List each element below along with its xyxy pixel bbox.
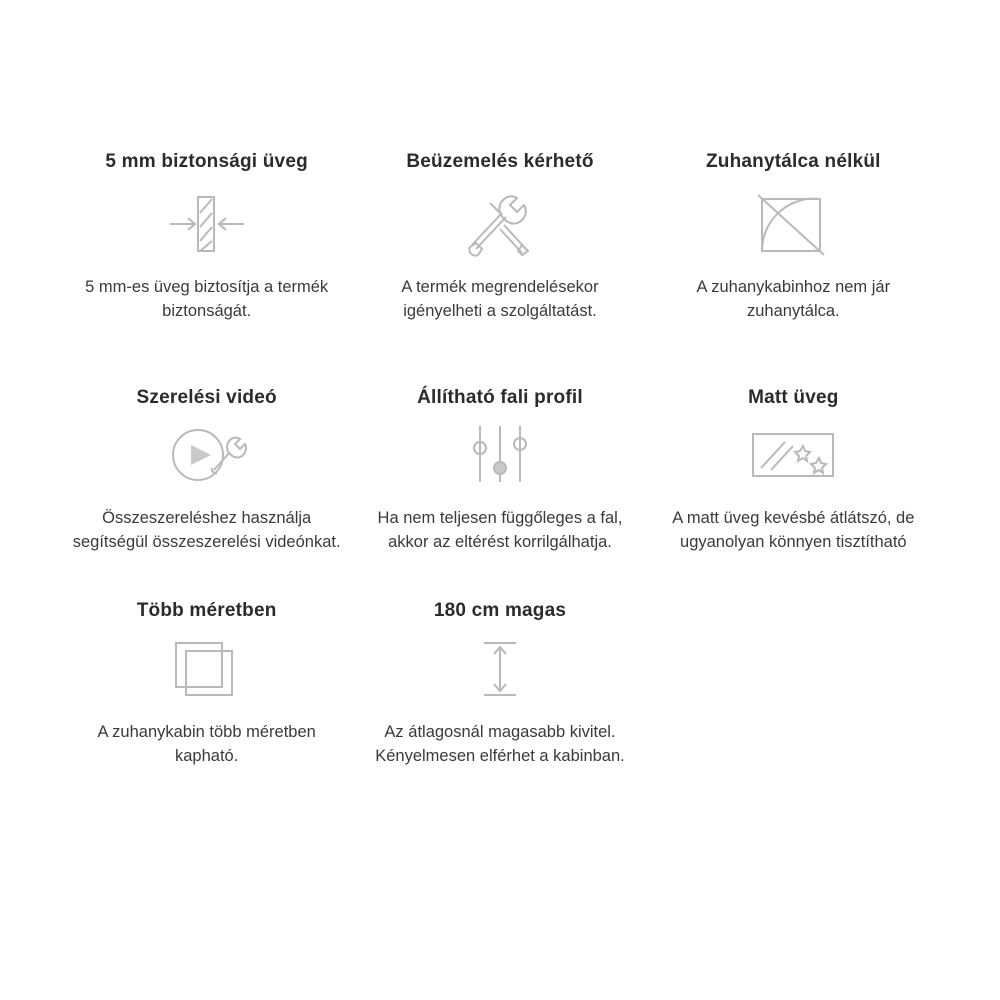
feature-description: Az átlagosnál magasabb kivitel. Kényelmesen elférhet a kabinban.: [375, 722, 625, 765]
feature-card-safety-glass: [60, 150, 353, 324]
feature-card-installation-request: [353, 150, 646, 324]
shower-tray-crossed-icon: [754, 188, 832, 260]
feature-title: Matt üveg: [748, 386, 839, 408]
feature-card-no-shower-tray: [647, 150, 940, 324]
feature-card-multiple-sizes: [60, 599, 353, 769]
feature-row-1: [60, 150, 940, 324]
feature-description: A zuhanykabin több méretben kapható.: [97, 722, 316, 765]
feature-row-2: [60, 386, 940, 556]
vertical-arrow-height-icon: [470, 633, 530, 705]
feature-title: Állítható fali profil: [417, 386, 583, 408]
feature-card-matte-glass: [647, 386, 940, 556]
feature-title: 5 mm biztonsági üveg: [105, 151, 308, 172]
feature-row-3: [60, 599, 940, 769]
feature-description: A zuhanykabinhoz nem jár zuhanytálca.: [696, 277, 891, 320]
glass-thickness-icon: [164, 188, 250, 260]
feature-description: 5 mm-es üveg biztosítja a termék biztonságát.: [85, 277, 329, 320]
feature-card-assembly-video: [60, 386, 353, 556]
feature-card-adjustable-wall-profile: [353, 386, 646, 556]
tools-wrench-screwdriver-icon: [460, 188, 540, 260]
feature-title: Zuhanytálca nélkül: [706, 151, 881, 172]
stacked-squares-icon: [168, 633, 246, 705]
feature-description: A termék megrendelésekor igényelheti a szolgáltatást.: [401, 277, 599, 320]
play-wrench-icon: [164, 419, 250, 491]
feature-title: Beüzemelés kérhető: [406, 151, 594, 172]
sliders-icon: [460, 419, 540, 491]
feature-row-3-empty-cell: [647, 599, 940, 769]
feature-description: A matt üveg kevésbé átlátszó, de ugyanolyan könnyen tisztítható: [672, 509, 915, 552]
feature-card-height-180: [353, 599, 646, 769]
feature-title: 180 cm magas: [433, 600, 567, 622]
feature-description: Ha nem teljesen függőleges a fal, akkor az eltérést korrilgálhatja.: [377, 509, 623, 552]
feature-title: Szerelési videó: [136, 386, 277, 408]
feature-title: Több méretben: [136, 600, 277, 622]
matte-glass-sparkle-icon: [745, 419, 841, 491]
feature-description: Összeszereléshez használja segítségül összeszerelési videónkat.: [72, 509, 341, 552]
